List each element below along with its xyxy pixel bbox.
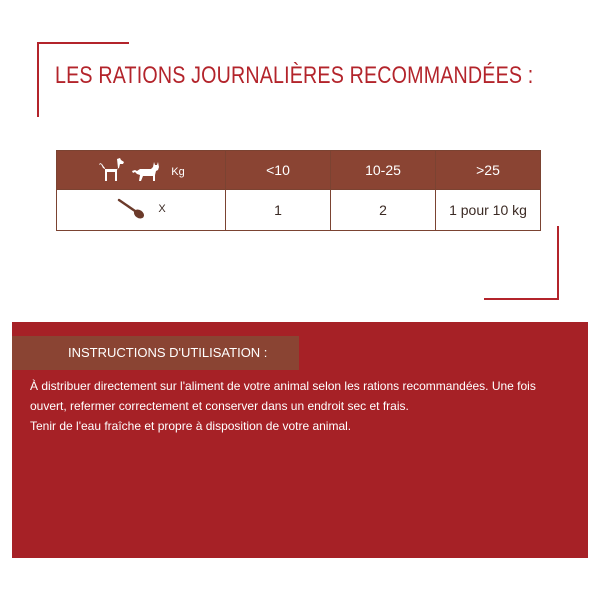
weight-unit-cell [57,151,226,190]
dose-large: 1 pour 10 kg [436,190,541,231]
instructions-text [30,376,570,436]
spoon-icon [116,197,146,221]
instructions-line-1: À distribuer directement sur l'aliment de votre animal selon les rations recommandées. Une fois ouvert, refermer correctement et conserver dans un endroit sec et frais. [30,379,536,413]
spoon-dose-cell [57,190,226,231]
instructions-heading: INSTRUCTIONS D'UTILISATION : [12,336,299,370]
weight-range-small: <10 [226,151,331,190]
instructions-panel [12,322,588,558]
multiplier-label: X [158,202,166,215]
instructions-line-2: Tenir de l'eau fraîche et propre à disposition de votre animal. [30,419,352,433]
weight-range-large: >25 [436,151,541,190]
corner-frame-top-left-horizontal [37,42,129,44]
corner-frame-bottom-right-vertical [557,226,559,300]
weight-unit-label: Kg [171,165,185,178]
dose-medium: 2 [331,190,436,231]
rations-table [56,150,541,231]
weight-range-medium: 10-25 [331,151,436,190]
corner-frame-top-left-vertical [37,42,39,117]
page-title: LES RATIONS JOURNALIÈRES RECOMMANDÉES : [55,62,534,89]
rations-table-dose-row [57,190,541,231]
cat-icon [131,160,161,182]
dose-small: 1 [226,190,331,231]
rations-table-header-row [57,151,541,190]
corner-frame-bottom-right-horizontal [484,298,559,300]
dog-icon [97,156,125,182]
